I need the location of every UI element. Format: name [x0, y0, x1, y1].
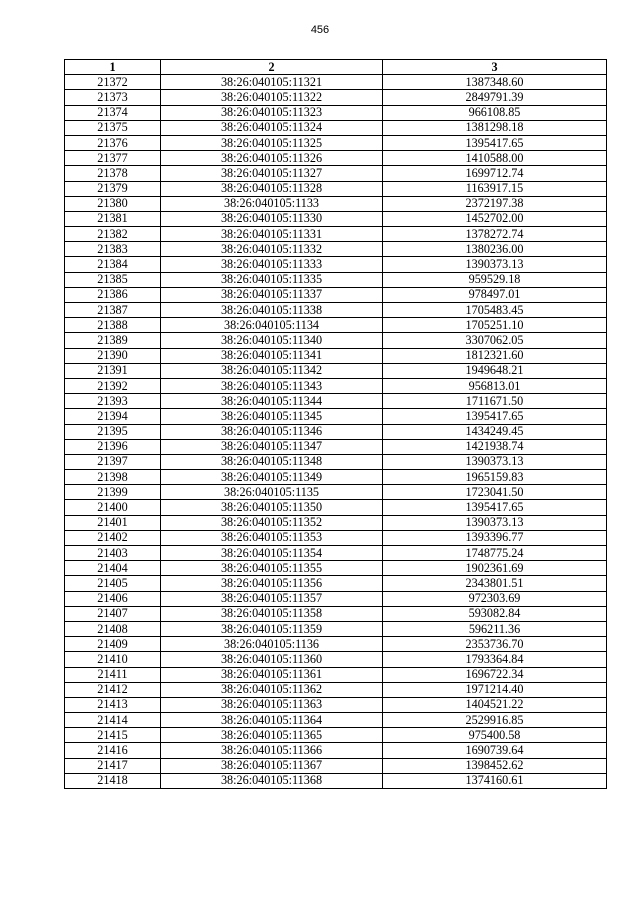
value-cell: 2849791.39 — [383, 90, 607, 105]
cadastral-number-cell: 38:26:040105:1135 — [161, 485, 383, 500]
row-number-cell: 21390 — [65, 348, 161, 363]
data-table — [64, 59, 607, 789]
value-cell: 1690739.64 — [383, 743, 607, 758]
table-row — [65, 546, 607, 561]
row-number-cell: 21388 — [65, 318, 161, 333]
row-number-cell: 21392 — [65, 378, 161, 393]
table-row — [65, 470, 607, 485]
table-row — [65, 561, 607, 576]
cadastral-number-cell: 38:26:040105:11349 — [161, 470, 383, 485]
cadastral-number-cell: 38:26:040105:11327 — [161, 166, 383, 181]
value-cell: 1163917.15 — [383, 181, 607, 196]
cadastral-number-cell: 38:26:040105:11348 — [161, 454, 383, 469]
cadastral-number-cell: 38:26:040105:11321 — [161, 75, 383, 90]
value-cell: 1793364.84 — [383, 652, 607, 667]
value-cell: 1705483.45 — [383, 303, 607, 318]
value-cell: 2343801.51 — [383, 576, 607, 591]
row-number-cell: 21411 — [65, 667, 161, 682]
value-cell: 978497.01 — [383, 287, 607, 302]
cadastral-number-cell: 38:26:040105:1133 — [161, 196, 383, 211]
row-number-cell: 21373 — [65, 90, 161, 105]
table-row — [65, 196, 607, 211]
table-row — [65, 606, 607, 621]
row-number-cell: 21382 — [65, 227, 161, 242]
cadastral-number-cell: 38:26:040105:11345 — [161, 409, 383, 424]
value-cell: 1949648.21 — [383, 363, 607, 378]
row-number-cell: 21387 — [65, 303, 161, 318]
value-cell: 959529.18 — [383, 272, 607, 287]
value-cell: 1696722.34 — [383, 667, 607, 682]
cadastral-number-cell: 38:26:040105:11333 — [161, 257, 383, 272]
value-cell: 975400.58 — [383, 728, 607, 743]
row-number-cell: 21393 — [65, 394, 161, 409]
row-number-cell: 21385 — [65, 272, 161, 287]
cadastral-number-cell: 38:26:040105:11323 — [161, 105, 383, 120]
column-header-2: 2 — [161, 60, 383, 75]
table-row — [65, 257, 607, 272]
cadastral-number-cell: 38:26:040105:11357 — [161, 591, 383, 606]
column-header-1: 1 — [65, 60, 161, 75]
value-cell: 1387348.60 — [383, 75, 607, 90]
value-cell: 1380236.00 — [383, 242, 607, 257]
cadastral-number-cell: 38:26:040105:11330 — [161, 211, 383, 226]
cadastral-number-cell: 38:26:040105:11362 — [161, 682, 383, 697]
row-number-cell: 21403 — [65, 546, 161, 561]
value-cell: 1404521.22 — [383, 697, 607, 712]
cadastral-number-cell: 38:26:040105:11342 — [161, 363, 383, 378]
value-cell: 1390373.13 — [383, 454, 607, 469]
value-cell: 2353736.70 — [383, 637, 607, 652]
table-row — [65, 333, 607, 348]
value-cell: 1374160.61 — [383, 773, 607, 788]
cadastral-number-cell: 38:26:040105:1136 — [161, 637, 383, 652]
table-row — [65, 272, 607, 287]
row-number-cell: 21378 — [65, 166, 161, 181]
table-row — [65, 424, 607, 439]
column-header-3: 3 — [383, 60, 607, 75]
row-number-cell: 21376 — [65, 135, 161, 150]
row-number-cell: 21386 — [65, 287, 161, 302]
row-number-cell: 21391 — [65, 363, 161, 378]
table-row — [65, 591, 607, 606]
row-number-cell: 21399 — [65, 485, 161, 500]
cadastral-number-cell: 38:26:040105:11359 — [161, 621, 383, 636]
value-cell: 1410588.00 — [383, 151, 607, 166]
cadastral-number-cell: 38:26:040105:11358 — [161, 606, 383, 621]
cadastral-number-cell: 38:26:040105:11326 — [161, 151, 383, 166]
row-number-cell: 21383 — [65, 242, 161, 257]
row-number-cell: 21405 — [65, 576, 161, 591]
row-number-cell: 21413 — [65, 697, 161, 712]
table-row — [65, 166, 607, 181]
row-number-cell: 21380 — [65, 196, 161, 211]
table-row — [65, 728, 607, 743]
value-cell: 1395417.65 — [383, 500, 607, 515]
cadastral-number-cell: 38:26:040105:11365 — [161, 728, 383, 743]
table-row — [65, 637, 607, 652]
value-cell: 1812321.60 — [383, 348, 607, 363]
table-row — [65, 211, 607, 226]
cadastral-number-cell: 38:26:040105:11331 — [161, 227, 383, 242]
row-number-cell: 21409 — [65, 637, 161, 652]
value-cell: 966108.85 — [383, 105, 607, 120]
table-row — [65, 530, 607, 545]
table-row — [65, 303, 607, 318]
row-number-cell: 21406 — [65, 591, 161, 606]
row-number-cell: 21374 — [65, 105, 161, 120]
table-row — [65, 105, 607, 120]
cadastral-number-cell: 38:26:040105:11361 — [161, 667, 383, 682]
table-row — [65, 758, 607, 773]
cadastral-number-cell: 38:26:040105:11354 — [161, 546, 383, 561]
table-row — [65, 135, 607, 150]
cadastral-number-cell: 38:26:040105:11335 — [161, 272, 383, 287]
table-body — [65, 75, 607, 789]
table-row — [65, 181, 607, 196]
row-number-cell: 21410 — [65, 652, 161, 667]
value-cell: 1390373.13 — [383, 515, 607, 530]
value-cell: 1965159.83 — [383, 470, 607, 485]
value-cell: 1705251.10 — [383, 318, 607, 333]
row-number-cell: 21418 — [65, 773, 161, 788]
row-number-cell: 21375 — [65, 120, 161, 135]
table-row — [65, 287, 607, 302]
table-row — [65, 576, 607, 591]
value-cell: 1452702.00 — [383, 211, 607, 226]
row-number-cell: 21415 — [65, 728, 161, 743]
value-cell: 1699712.74 — [383, 166, 607, 181]
value-cell: 1378272.74 — [383, 227, 607, 242]
value-cell: 1398452.62 — [383, 758, 607, 773]
cadastral-number-cell: 38:26:040105:11341 — [161, 348, 383, 363]
row-number-cell: 21381 — [65, 211, 161, 226]
table-row — [65, 227, 607, 242]
row-number-cell: 21398 — [65, 470, 161, 485]
value-cell: 1711671.50 — [383, 394, 607, 409]
value-cell: 596211.36 — [383, 621, 607, 636]
value-cell: 2529916.85 — [383, 713, 607, 728]
cadastral-number-cell: 38:26:040105:11346 — [161, 424, 383, 439]
cadastral-number-cell: 38:26:040105:11337 — [161, 287, 383, 302]
cadastral-number-cell: 38:26:040105:11364 — [161, 713, 383, 728]
table-row — [65, 75, 607, 90]
table-row — [65, 743, 607, 758]
row-number-cell: 21379 — [65, 181, 161, 196]
cadastral-number-cell: 38:26:040105:11328 — [161, 181, 383, 196]
value-cell: 593082.84 — [383, 606, 607, 621]
page-number: 456 — [310, 24, 330, 36]
header-row — [65, 60, 607, 75]
table-row — [65, 242, 607, 257]
table-row — [65, 485, 607, 500]
row-number-cell: 21400 — [65, 500, 161, 515]
table-row — [65, 363, 607, 378]
table-row — [65, 713, 607, 728]
value-cell: 1748775.24 — [383, 546, 607, 561]
table-row — [65, 348, 607, 363]
cadastral-number-cell: 38:26:040105:11322 — [161, 90, 383, 105]
value-cell: 3307062.05 — [383, 333, 607, 348]
table-row — [65, 773, 607, 788]
row-number-cell: 21377 — [65, 151, 161, 166]
row-number-cell: 21384 — [65, 257, 161, 272]
table-row — [65, 439, 607, 454]
value-cell: 1723041.50 — [383, 485, 607, 500]
value-cell: 1434249.45 — [383, 424, 607, 439]
row-number-cell: 21396 — [65, 439, 161, 454]
cadastral-number-cell: 38:26:040105:11352 — [161, 515, 383, 530]
cadastral-number-cell: 38:26:040105:11344 — [161, 394, 383, 409]
row-number-cell: 21404 — [65, 561, 161, 576]
cadastral-number-cell: 38:26:040105:11343 — [161, 378, 383, 393]
cadastral-number-cell: 38:26:040105:11360 — [161, 652, 383, 667]
value-cell: 956813.01 — [383, 378, 607, 393]
value-cell: 972303.69 — [383, 591, 607, 606]
table-row — [65, 318, 607, 333]
cadastral-number-cell: 38:26:040105:11350 — [161, 500, 383, 515]
table-row — [65, 697, 607, 712]
row-number-cell: 21407 — [65, 606, 161, 621]
row-number-cell: 21412 — [65, 682, 161, 697]
table-row — [65, 151, 607, 166]
value-cell: 1393396.77 — [383, 530, 607, 545]
cadastral-number-cell: 38:26:040105:11324 — [161, 120, 383, 135]
cadastral-number-cell: 38:26:040105:11366 — [161, 743, 383, 758]
row-number-cell: 21395 — [65, 424, 161, 439]
table-header — [65, 60, 607, 75]
table-row — [65, 652, 607, 667]
table-row — [65, 682, 607, 697]
value-cell: 1971214.40 — [383, 682, 607, 697]
row-number-cell: 21416 — [65, 743, 161, 758]
value-cell: 1421938.74 — [383, 439, 607, 454]
table-row — [65, 667, 607, 682]
cadastral-number-cell: 38:26:040105:11332 — [161, 242, 383, 257]
cadastral-number-cell: 38:26:040105:11338 — [161, 303, 383, 318]
table-row — [65, 378, 607, 393]
table-row — [65, 515, 607, 530]
table-row — [65, 621, 607, 636]
row-number-cell: 21394 — [65, 409, 161, 424]
value-cell: 1902361.69 — [383, 561, 607, 576]
cadastral-number-cell: 38:26:040105:11368 — [161, 773, 383, 788]
table-row — [65, 454, 607, 469]
value-cell: 2372197.38 — [383, 196, 607, 211]
row-number-cell: 21408 — [65, 621, 161, 636]
value-cell: 1381298.18 — [383, 120, 607, 135]
row-number-cell: 21402 — [65, 530, 161, 545]
row-number-cell: 21401 — [65, 515, 161, 530]
table-row — [65, 409, 607, 424]
cadastral-number-cell: 38:26:040105:1134 — [161, 318, 383, 333]
value-cell: 1395417.65 — [383, 409, 607, 424]
value-cell: 1395417.65 — [383, 135, 607, 150]
cadastral-number-cell: 38:26:040105:11325 — [161, 135, 383, 150]
table-row — [65, 500, 607, 515]
cadastral-number-cell: 38:26:040105:11367 — [161, 758, 383, 773]
table-row — [65, 90, 607, 105]
cadastral-number-cell: 38:26:040105:11356 — [161, 576, 383, 591]
row-number-cell: 21389 — [65, 333, 161, 348]
table-row — [65, 120, 607, 135]
cadastral-number-cell: 38:26:040105:11355 — [161, 561, 383, 576]
cadastral-number-cell: 38:26:040105:11363 — [161, 697, 383, 712]
row-number-cell: 21417 — [65, 758, 161, 773]
cadastral-number-cell: 38:26:040105:11340 — [161, 333, 383, 348]
value-cell: 1390373.13 — [383, 257, 607, 272]
row-number-cell: 21397 — [65, 454, 161, 469]
row-number-cell: 21414 — [65, 713, 161, 728]
row-number-cell: 21372 — [65, 75, 161, 90]
cadastral-number-cell: 38:26:040105:11353 — [161, 530, 383, 545]
cadastral-number-cell: 38:26:040105:11347 — [161, 439, 383, 454]
table-row — [65, 394, 607, 409]
